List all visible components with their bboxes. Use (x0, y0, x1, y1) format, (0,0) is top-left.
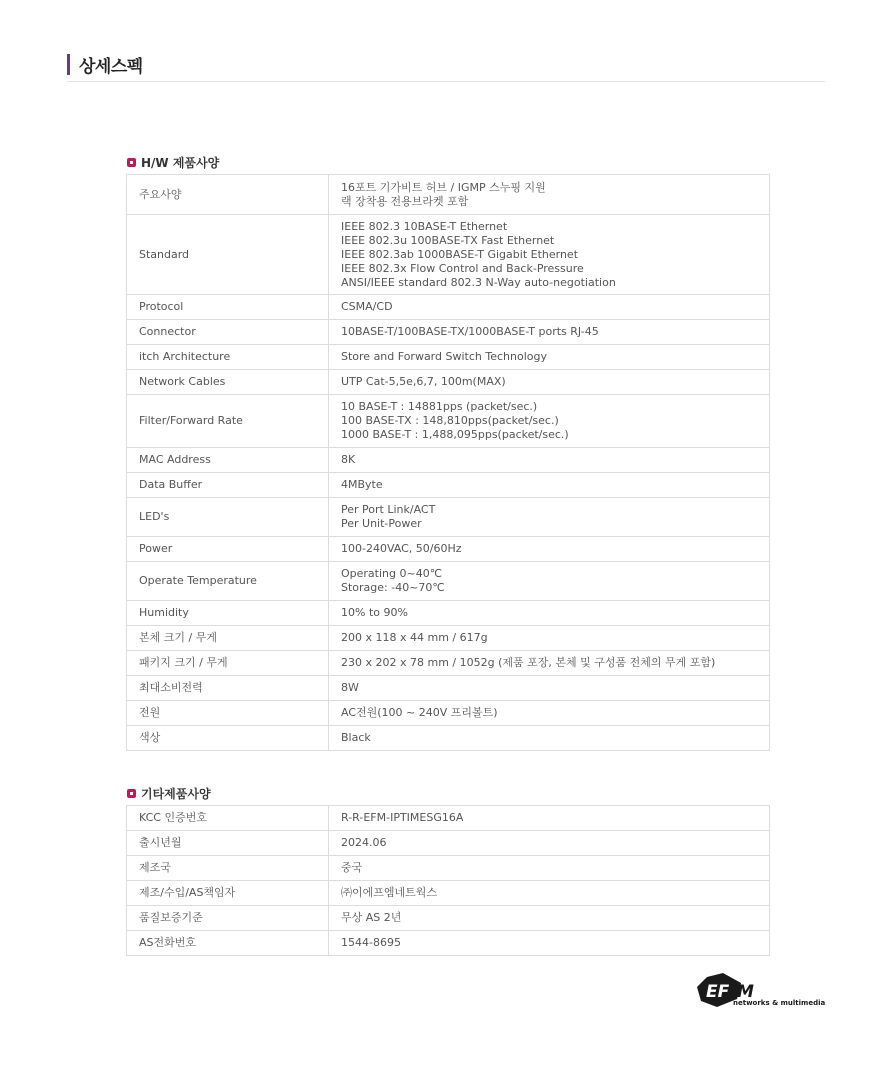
etc-section-title: 기타제품사양 (141, 787, 211, 801)
spec-value (329, 626, 770, 651)
spec-value (329, 856, 770, 881)
spec-value-line: 8W (341, 681, 359, 694)
spec-key: Operate Temperature (127, 562, 329, 601)
spec-value-line: Black (341, 731, 371, 744)
spec-key: KCC 인증번호 (127, 806, 329, 831)
spec-value-line: Per Unit-Power (341, 517, 422, 530)
spec-value-line: 16포트 기가비트 허브 / IGMP 스누핑 지원 (341, 180, 546, 194)
spec-value-line: 200 x 118 x 44 mm / 617g (341, 631, 488, 644)
spec-value-line: 1000 BASE-T : 1,488,095pps(packet/sec.) (341, 428, 569, 441)
table-row (127, 370, 770, 395)
spec-value (329, 831, 770, 856)
spec-value-line: IEEE 802.3x Flow Control and Back-Pressure (341, 261, 584, 275)
spec-value (329, 806, 770, 831)
table-row (127, 701, 770, 726)
spec-value-line: CSMA/CD (341, 300, 393, 313)
spec-value (329, 175, 770, 215)
spec-value (329, 906, 770, 931)
spec-value (329, 370, 770, 395)
table-row (127, 626, 770, 651)
square-bullet-icon (127, 789, 136, 798)
spec-value-line: UTP Cat-5,5e,6,7, 100m(MAX) (341, 375, 506, 388)
spec-key: Connector (127, 320, 329, 345)
spec-value (329, 726, 770, 751)
table-row (127, 651, 770, 676)
spec-value-line: 4MByte (341, 478, 383, 491)
table-row (127, 601, 770, 626)
spec-key: AS전화번호 (127, 931, 329, 956)
spec-value (329, 473, 770, 498)
spec-value-line: 100-240VAC, 50/60Hz (341, 542, 462, 555)
table-row (127, 215, 770, 295)
title-divider (67, 81, 825, 82)
table-row (127, 856, 770, 881)
svg-text:networks & multimedia: networks & multimedia (733, 999, 826, 1007)
spec-key: 출시년월 (127, 831, 329, 856)
table-row (127, 562, 770, 601)
spec-value-line: Storage: -40~70℃ (341, 581, 445, 594)
hw-section-title: H/W 제품사양 (141, 156, 220, 170)
page-title (67, 52, 143, 77)
table-row (127, 498, 770, 537)
spec-key: 제조국 (127, 856, 329, 881)
table-row (127, 881, 770, 906)
spec-value-line: 무상 AS 2년 (341, 911, 402, 924)
square-bullet-icon (127, 158, 136, 167)
spec-key: Network Cables (127, 370, 329, 395)
spec-key: 최대소비전력 (127, 676, 329, 701)
spec-value (329, 320, 770, 345)
spec-value (329, 651, 770, 676)
table-row (127, 345, 770, 370)
spec-value-line: IEEE 802.3 10BASE-T Ethernet (341, 219, 508, 233)
spec-value (329, 881, 770, 906)
spec-key: Humidity (127, 601, 329, 626)
spec-value-line: R-R-EFM-IPTIMESG16A (341, 811, 464, 824)
spec-key: 본체 크기 / 무게 (127, 626, 329, 651)
spec-value-line: Per Port Link/ACT (341, 503, 436, 516)
spec-value-line: 8K (341, 453, 356, 466)
hw-spec-table (126, 174, 770, 751)
table-row (127, 448, 770, 473)
spec-value (329, 931, 770, 956)
table-row (127, 831, 770, 856)
spec-value (329, 345, 770, 370)
svg-text:EF: EF (706, 982, 730, 1002)
table-row (127, 931, 770, 956)
etc-spec-table (126, 805, 770, 956)
table-row (127, 320, 770, 345)
spec-key: 품질보증기준 (127, 906, 329, 931)
spec-value-line: ANSI/IEEE standard 802.3 N-Way auto-negotiation (341, 275, 616, 289)
spec-value (329, 562, 770, 601)
spec-key: 제조/수입/AS책임자 (127, 881, 329, 906)
table-row (127, 537, 770, 562)
spec-key: MAC Address (127, 448, 329, 473)
table-row (127, 395, 770, 448)
spec-key: 주요사양 (127, 175, 329, 215)
spec-key: 색상 (127, 726, 329, 751)
spec-value-line: ㈜이에프엠네트웍스 (341, 886, 438, 899)
table-row (127, 175, 770, 215)
svg-text:M: M (737, 982, 754, 1002)
spec-key: Data Buffer (127, 473, 329, 498)
table-row (127, 676, 770, 701)
spec-value (329, 676, 770, 701)
spec-value-line: IEEE 802.3ab 1000BASE-T Gigabit Ethernet (341, 247, 579, 261)
spec-value-line: 10% to 90% (341, 606, 408, 619)
spec-key: LED's (127, 498, 329, 537)
spec-value-line: 10 BASE-T : 14881pps (packet/sec.) (341, 400, 538, 413)
spec-value (329, 395, 770, 448)
spec-value (329, 295, 770, 320)
spec-value-line: 랙 장착용 전용브라켓 포함 (341, 194, 469, 208)
spec-value (329, 701, 770, 726)
efm-logo (697, 973, 827, 1009)
table-row (127, 806, 770, 831)
spec-value-line: Store and Forward Switch Technology (341, 350, 547, 363)
spec-key: Power (127, 537, 329, 562)
table-row (127, 906, 770, 931)
spec-value-line: 230 x 202 x 78 mm / 1052g (제품 포장, 본체 및 구성품 전체의 무게 포함) (341, 656, 716, 669)
spec-value-line: IEEE 802.3u 100BASE-TX Fast Ethernet (341, 233, 555, 247)
spec-key: 전원 (127, 701, 329, 726)
hw-section-heading (127, 154, 219, 171)
table-row (127, 295, 770, 320)
page-title-text: 상세스펙 (79, 57, 143, 77)
spec-value-line: 중국 (341, 861, 363, 874)
spec-value-line: Operating 0~40℃ (341, 567, 443, 580)
spec-value (329, 498, 770, 537)
etc-section-heading (127, 785, 211, 802)
spec-key: itch Architecture (127, 345, 329, 370)
table-row (127, 473, 770, 498)
spec-key: Protocol (127, 295, 329, 320)
spec-value-line: AC전원(100 ~ 240V 프리볼트) (341, 706, 498, 719)
spec-value (329, 537, 770, 562)
spec-value-line: 1544-8695 (341, 936, 401, 949)
spec-value (329, 448, 770, 473)
spec-key: 패키지 크기 / 무게 (127, 651, 329, 676)
spec-value-line: 2024.06 (341, 836, 387, 849)
spec-value-line: 100 BASE-TX : 148,810pps(packet/sec.) (341, 414, 559, 427)
spec-value (329, 601, 770, 626)
title-accent-bar (67, 54, 70, 75)
spec-key: Standard (127, 215, 329, 295)
spec-value-line: 10BASE-T/100BASE-TX/1000BASE-T ports RJ-45 (341, 325, 599, 338)
table-row (127, 726, 770, 751)
spec-key: Filter/Forward Rate (127, 395, 329, 448)
spec-value (329, 215, 770, 295)
